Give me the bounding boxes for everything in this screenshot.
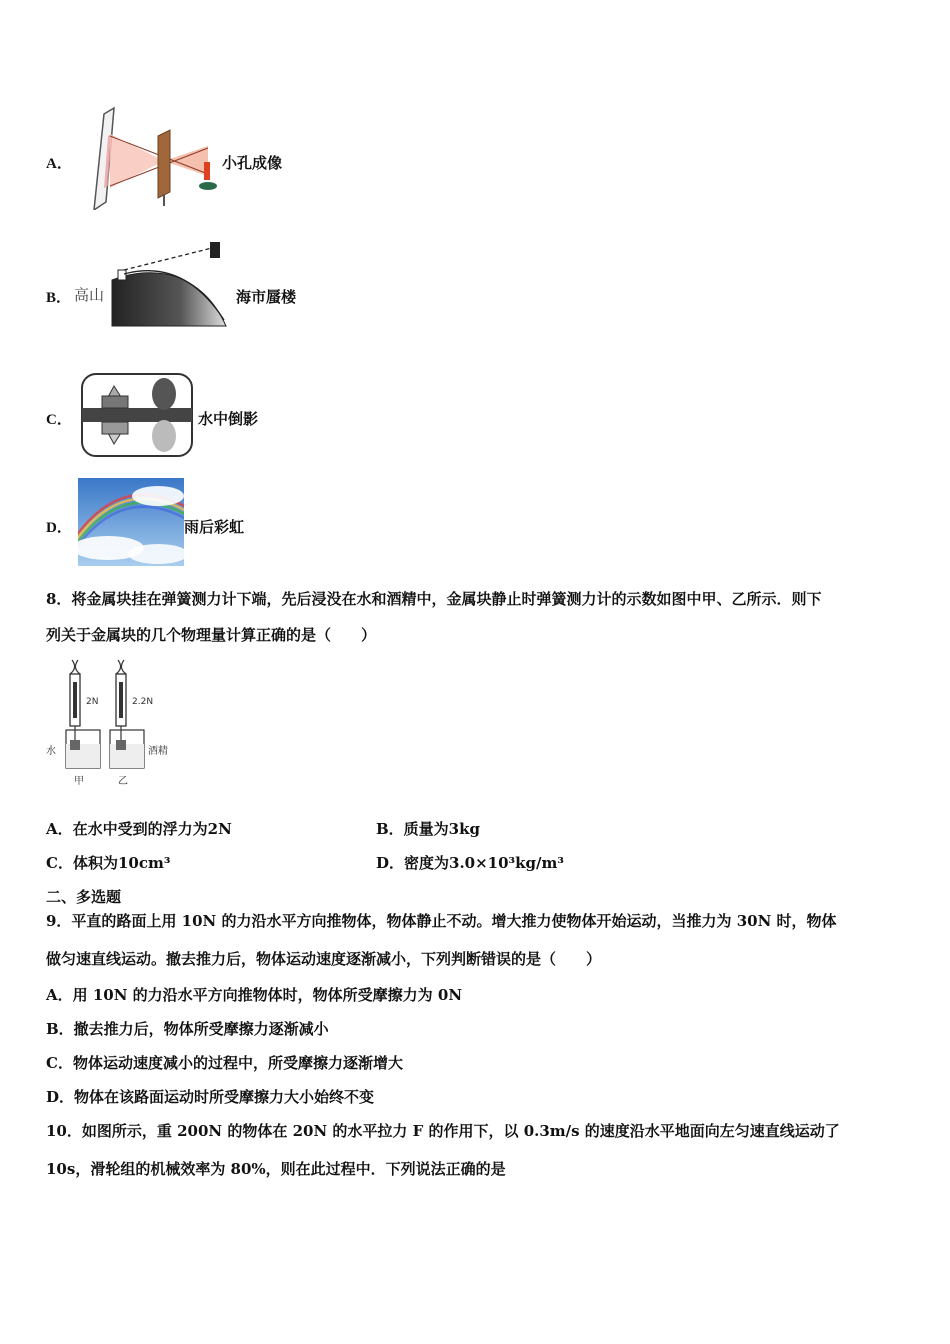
q8-stem-line-1: 8．将金属块挂在弹簧测力计下端，先后浸没在水和酒精中，金属块静止时弹簧测力计的示数如图中甲、乙所示．则下 [46, 590, 822, 608]
left-liquid-label: 水 [46, 746, 56, 757]
q7-option-c-caption: 水中倒影 [198, 410, 259, 428]
q8-option-c: C．体积为10cm³ [46, 854, 171, 872]
q8-option-b: B．质量为3kg [376, 820, 480, 838]
q9-stem-line-2: 做匀速直线运动。撤去推力后，物体运动速度逐渐减小，下列判断错误的是（ ） [46, 950, 602, 968]
mirage-figure-label: 高山 [74, 286, 105, 304]
left-figure-name: 甲 [74, 776, 84, 787]
rainbow-photo [78, 478, 184, 566]
q7-option-a-caption: 小孔成像 [222, 154, 283, 172]
pinhole-camera-illustration [86, 106, 218, 210]
q8-option-a: A．在水中受到的浮力为2N [46, 820, 232, 838]
q9-option-c: C．物体运动速度减小的过程中，所受摩擦力逐渐增大 [46, 1054, 403, 1072]
q9-stem-line-1: 9．平直的路面上用 10N 的力沿水平方向推物体，物体静止不动。增大推力使物体开始运动，当推力为 30N 时，物体 [46, 912, 837, 930]
q7-option-c-letter: C． [46, 412, 72, 428]
spring-scale-figure [44, 656, 174, 792]
q8-stem-line-2: 列关于金属块的几个物理量计算正确的是（ ） [46, 626, 377, 644]
left-scale-reading: 2N [86, 697, 99, 707]
right-scale-reading: 2.2N [132, 697, 154, 707]
right-figure-name: 乙 [118, 776, 128, 787]
q7-option-b-caption: 海市蜃楼 [236, 288, 297, 306]
q8-option-d: D．密度为3.0×10³kg/m³ [376, 854, 564, 872]
water-reflection-illustration [80, 372, 194, 458]
q9-option-b: B．撤去推力后，物体所受摩擦力逐渐减小 [46, 1020, 329, 1038]
section-title: 二、多选题 [46, 888, 122, 906]
q7-option-b-letter: B． [46, 290, 72, 306]
q9-option-a: A．用 10N 的力沿水平方向推物体时，物体所受摩擦力为 0N [46, 986, 463, 1004]
q9-option-d: D．物体在该路面运动时所受摩擦力大小始终不变 [46, 1088, 375, 1106]
q10-stem-line-2: 10s，滑轮组的机械效率为 80%，则在此过程中．下列说法正确的是 [46, 1160, 506, 1178]
q7-option-a-letter: A． [46, 156, 72, 172]
mirage-illustration [74, 238, 232, 330]
q10-stem-line-1: 10．如图所示，重 200N 的物体在 20N 的水平拉力 F 的作用下，以 0.3m/s 的速度沿水平地面向左匀速直线运动了 [46, 1122, 840, 1140]
q7-option-d-caption: 雨后彩虹 [184, 518, 245, 536]
right-liquid-label: 酒精 [148, 746, 168, 757]
q7-option-d-letter: D． [46, 520, 72, 536]
